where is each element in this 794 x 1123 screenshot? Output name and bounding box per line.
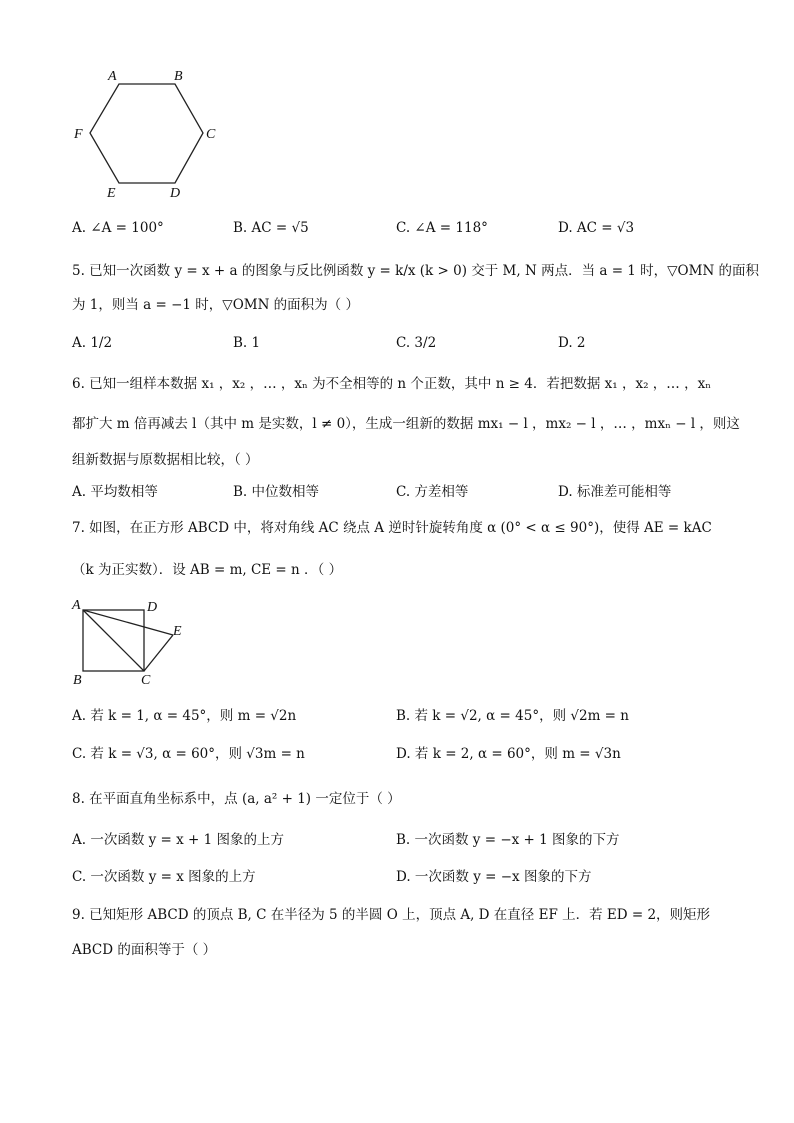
hexagon-label-f: F (74, 127, 83, 142)
q7-line-2: （k 为正实数）．设 AB = m, CE = n ．（ ） (72, 562, 343, 578)
q9-line-2: ABCD 的面积等于（ ） (72, 942, 217, 958)
q4-option-d: D. AC = √3 (558, 220, 635, 236)
segment-ae (83, 610, 173, 635)
hexagon-shape (90, 84, 203, 183)
q6-line-2: 都扩大 m 倍再减去 l（其中 m 是实数，l ≠ 0），生成一组新的数据 mx₁ − l ，mx₂ − l ，… ，mxₙ − l ，则这 (72, 416, 740, 432)
q6-line-3: 组新数据与原数据相比较，（ ） (72, 452, 259, 468)
hexagon-label-b: B (174, 69, 183, 84)
hexagon-label-e: E (107, 186, 116, 201)
q6-option-b: B. 中位数相等 (233, 484, 320, 500)
q6-option-d: D. 标准差可能相等 (558, 484, 672, 500)
q8-option-c: C. 一次函数 y = x 图象的上方 (72, 869, 256, 885)
square-label-d: D (147, 600, 158, 615)
square-label-e: E (173, 624, 182, 639)
q5-line-2: 为 1，则当 a = −1 时，▽OMN 的面积为（ ） (72, 297, 359, 313)
q4-option-a: A. ∠A = 100° (72, 220, 164, 236)
q8-line-1: 8. 在平面直角坐标系中，点 (a, a² + 1) 一定位于（ ） (72, 791, 401, 807)
hexagon-figure (70, 62, 230, 202)
square-rotation-figure (68, 596, 198, 688)
q4-option-b: B. AC = √5 (233, 220, 309, 236)
q6-line-1: 6. 已知一组样本数据 x₁ ，x₂ ，… ，xₙ 为不全相等的 n 个正数，其中 n ≥ 4．若把数据 x₁ ，x₂ ，… ，xₙ (72, 376, 712, 392)
q8-option-d: D. 一次函数 y = −x 图象的下方 (396, 869, 592, 885)
q7-option-c: C. 若 k = √3, α = 60°，则 √3m = n (72, 746, 305, 762)
square-label-c: C (141, 673, 151, 688)
q8-option-b: B. 一次函数 y = −x + 1 图象的下方 (396, 832, 620, 848)
q7-option-d: D. 若 k = 2, α = 60°，则 m = √3n (396, 746, 621, 762)
q4-option-c: C. ∠A = 118° (396, 220, 488, 236)
q5-option-c: C. 3/2 (396, 335, 437, 351)
hexagon-label-d: D (170, 186, 181, 201)
q6-option-a: A. 平均数相等 (72, 484, 158, 500)
q9-line-1: 9. 已知矩形 ABCD 的顶点 B, C 在半径为 5 的半圆 O 上，顶点 A, D 在直径 EF 上．若 ED = 2，则矩形 (72, 907, 711, 923)
hexagon-label-a: A (108, 69, 117, 84)
square-label-a: A (72, 598, 81, 613)
q7-option-a: A. 若 k = 1, α = 45°，则 m = √2n (72, 708, 297, 724)
q7-line-1: 7. 如图，在正方形 ABCD 中，将对角线 AC 绕点 A 逆时针旋转角度 α (0° < α ≤ 90°)，使得 AE = kAC (72, 520, 712, 536)
q5-option-d: D. 2 (558, 335, 586, 351)
q5-option-a: A. 1/2 (72, 335, 113, 351)
diagonal-ac (83, 610, 144, 671)
segment-ce (144, 635, 173, 671)
q6-option-c: C. 方差相等 (396, 484, 469, 500)
q5-line-1: 5. 已知一次函数 y = x + a 的图象与反比例函数 y = k/x (k > 0) 交于 M, N 两点．当 a = 1 时，▽OMN 的面积 (72, 263, 760, 279)
q7-option-b: B. 若 k = √2, α = 45°，则 √2m = n (396, 708, 629, 724)
hexagon-label-c: C (206, 127, 216, 142)
q8-option-a: A. 一次函数 y = x + 1 图象的上方 (72, 832, 285, 848)
square-label-b: B (73, 673, 82, 688)
q5-option-b: B. 1 (233, 335, 261, 351)
